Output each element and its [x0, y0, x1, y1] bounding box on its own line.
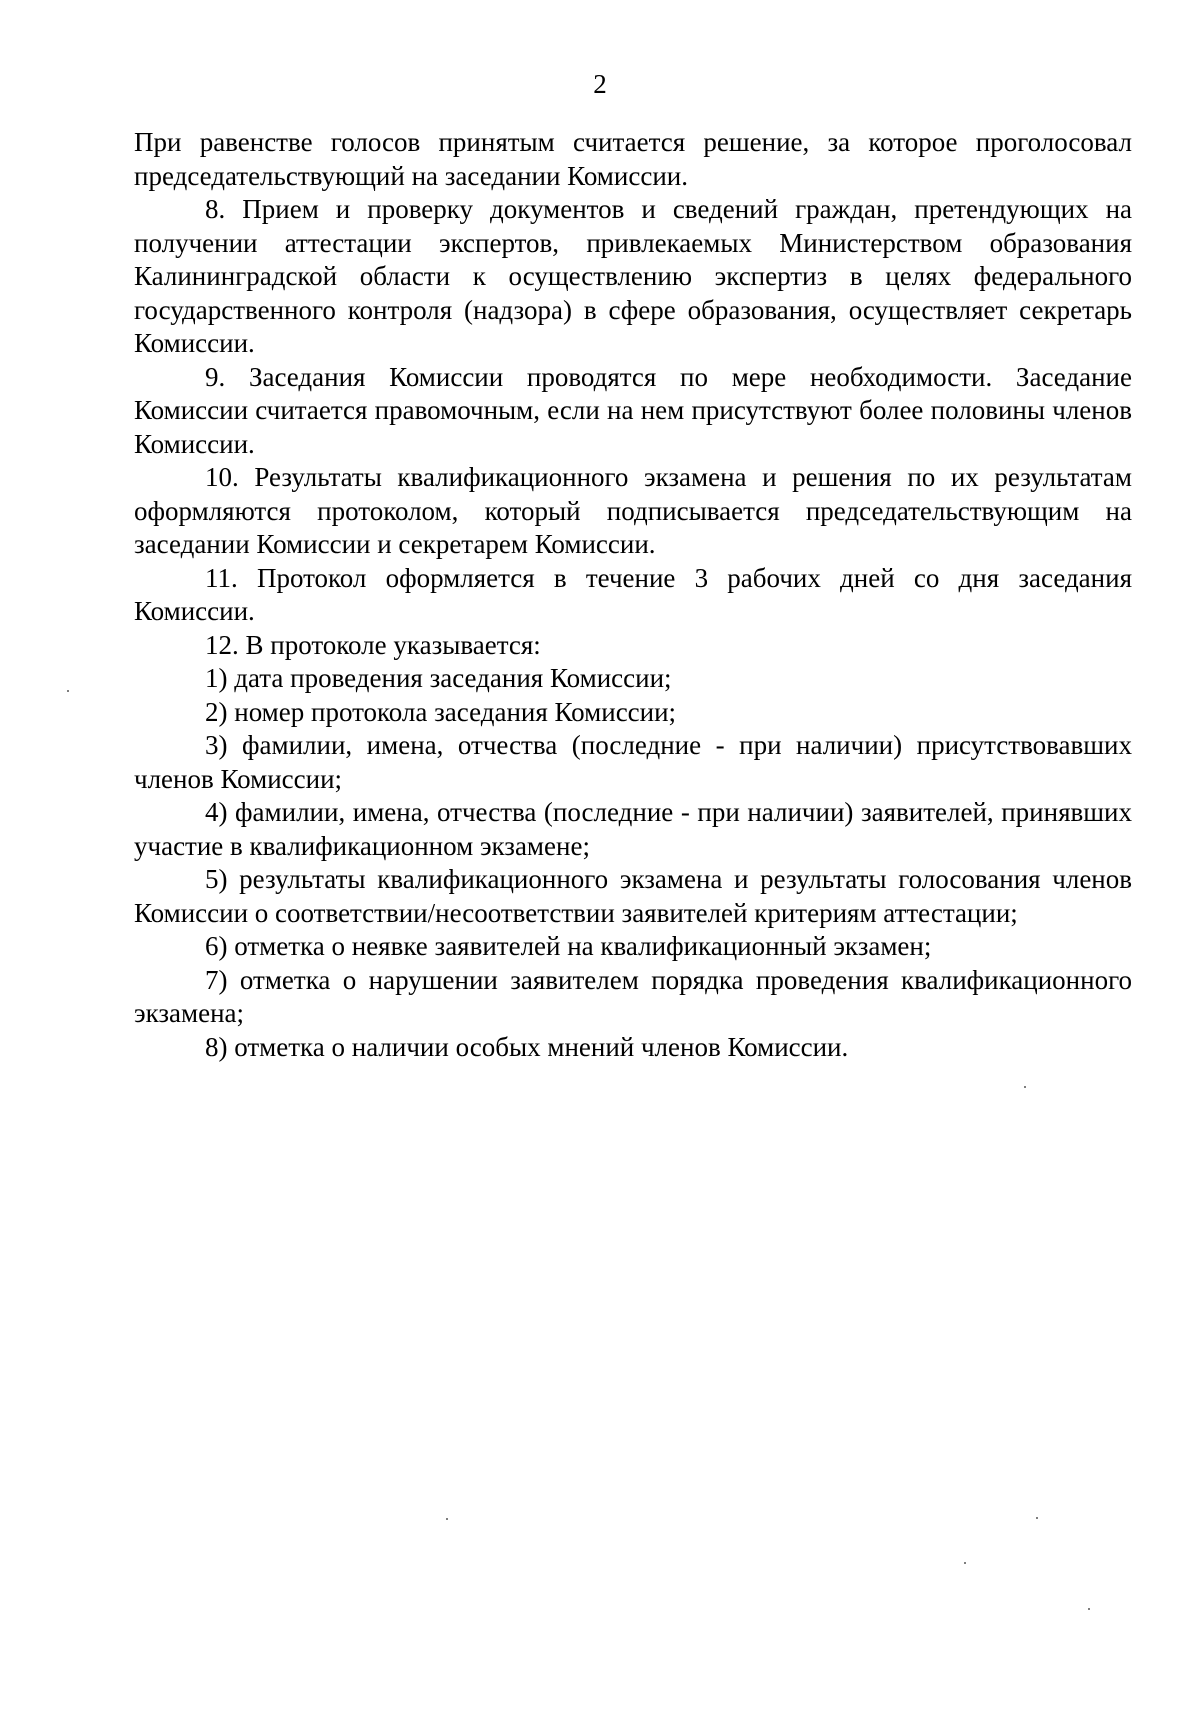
paragraph-8: 8. Прием и проверку документов и сведений граждан, претендующих на получении аттестации экспертов, привлекаемых Министерством образования Калининградской области к осуществлению экспертиз в целях федерального государственного контроля (надзора) в сфере образования, осуществляет секретарь Комиссии.	[134, 194, 1132, 358]
scan-speck	[1036, 1517, 1038, 1519]
paragraph-voting-tie: При равенстве голосов принятым считается решение, за которое проголосовал председательствующий на заседании Комиссии.	[134, 127, 1132, 191]
list-item-7: 7) отметка о нарушении заявителем порядка проведения квалификационного экзамена;	[134, 964, 1132, 1028]
scan-speck	[446, 1518, 448, 1520]
scan-speck	[1024, 1086, 1026, 1088]
list-item-6: 6) отметка о неявке заявителей на квалификационный экзамен;	[205, 931, 932, 961]
list-item-8: 8) отметка о наличии особых мнений членов Комиссии.	[205, 1031, 849, 1062]
list-item-1: 1) дата проведения заседания Комиссии;	[205, 663, 672, 693]
paragraph-12: 12. В протоколе указывается:	[205, 629, 541, 660]
scan-speck	[1088, 1608, 1090, 1610]
list-item-3: 3) фамилии, имена, отчества (последние - при наличии) присутствовавших членов Комиссии;	[134, 730, 1132, 794]
list-item-5: 5) результаты квалификационного экзамена и результаты голосования членов Комиссии о соответствии/несоответствии заявителей критериям аттестации;	[134, 864, 1132, 928]
paragraph-10: 10. Результаты квалификационного экзамена и решения по их результатам оформляются протоколом, который подписывается председательствующим на заседании Комиссии и секретарем Комиссии.	[134, 462, 1132, 559]
document-body	[134, 126, 1132, 1064]
list-item-2: 2) номер протокола заседания Комиссии;	[205, 696, 677, 727]
paragraph-11: 11. Протокол оформляется в течение 3 рабочих дней со дня заседания Комиссии.	[134, 562, 1132, 626]
scan-speck	[964, 1562, 966, 1564]
paragraph-9: 9. Заседания Комиссии проводятся по мере необходимости. Заседание Комиссии считается правомочным, если на нем присутствуют более половины членов Комиссии.	[134, 361, 1132, 459]
scan-speck	[67, 690, 69, 692]
list-item-4: 4) фамилии, имена, отчества (последние - при наличии) заявителей, принявших участие в квалификационном экзамене;	[134, 797, 1132, 861]
page-number: 2	[593, 69, 607, 99]
